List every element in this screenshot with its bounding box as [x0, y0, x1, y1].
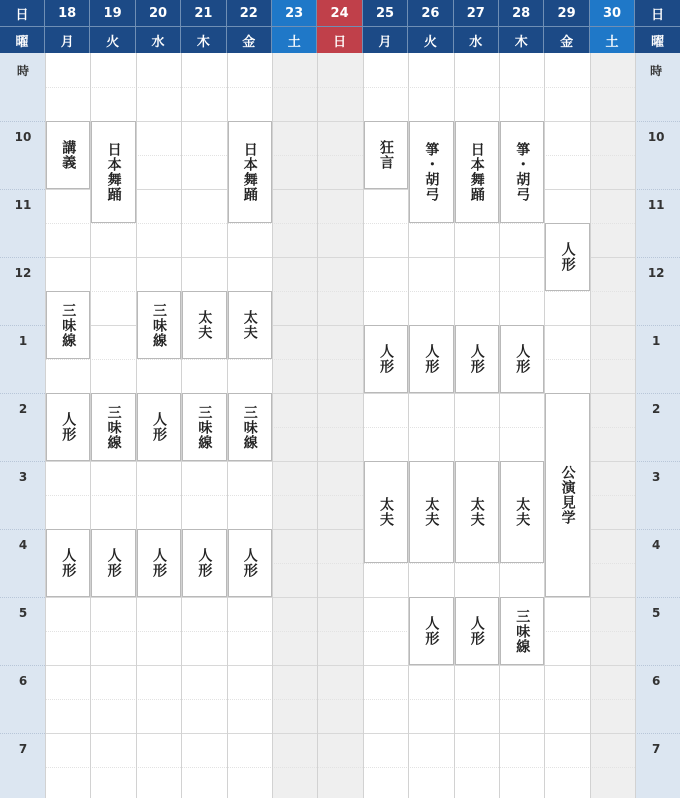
hour-label-right: 10: [647, 130, 665, 144]
side-hour-line: [635, 597, 680, 598]
hour-label-left: 5: [18, 606, 28, 620]
event-label: 人形: [423, 344, 440, 374]
half-hour-gridline: [45, 699, 635, 700]
event-label: 太夫: [196, 310, 213, 340]
header-right-day: 日: [635, 0, 680, 26]
hour-label-right: 5: [652, 606, 661, 620]
event-label: 人形: [150, 548, 167, 578]
side-hour-line: [635, 393, 680, 394]
schedule-event: [228, 393, 272, 461]
event-label: 日本舞踊: [468, 142, 485, 202]
event-label: 人形: [60, 412, 77, 442]
hour-label-left: 3: [18, 470, 28, 484]
schedule-event: [182, 291, 226, 359]
weekend-column-shade: [317, 53, 362, 798]
event-label: 人形: [514, 344, 531, 374]
hour-label-right: 6: [652, 674, 661, 688]
header-weekday-21: 木: [181, 26, 226, 53]
schedule-event: [364, 461, 408, 563]
event-label: 三味線: [514, 608, 531, 654]
hour-label-left: 2: [18, 402, 28, 416]
event-label: 三味線: [150, 302, 167, 348]
header-date-27: 27: [454, 0, 499, 26]
header-weekday-30: 土: [590, 26, 635, 53]
day-divider: [635, 53, 636, 798]
hour-label-right: 2: [652, 402, 661, 416]
header-weekday-28: 木: [499, 26, 544, 53]
event-label: 三味線: [196, 404, 213, 450]
hour-gridline: [45, 733, 635, 734]
schedule-event: [46, 121, 90, 189]
event-label: 人形: [105, 548, 122, 578]
day-divider: [272, 53, 273, 798]
hour-label-right: 時: [650, 64, 663, 78]
schedule-event: [500, 121, 544, 223]
side-hour-line: [635, 189, 680, 190]
schedule-event: [91, 121, 135, 223]
event-label: 人形: [423, 616, 440, 646]
header-weekday-29: 金: [544, 26, 589, 53]
schedule-event: [455, 461, 499, 563]
event-label: 日本舞踊: [241, 142, 258, 202]
schedule-event: [91, 393, 135, 461]
header-weekday-26: 火: [408, 26, 453, 53]
side-hour-line: [0, 121, 45, 122]
side-hour-line: [0, 665, 45, 666]
schedule-event: [182, 393, 226, 461]
header-date-29: 29: [544, 0, 589, 26]
header-date-20: 20: [136, 0, 181, 26]
side-hour-line: [0, 189, 45, 190]
schedule-event: [455, 325, 499, 393]
header-date-28: 28: [499, 0, 544, 26]
schedule-event: [182, 529, 226, 597]
side-hour-line: [635, 665, 680, 666]
schedule-event: [91, 529, 135, 597]
side-hour-line: [635, 461, 680, 462]
hour-gridline: [45, 597, 635, 598]
header-weekday-20: 水: [136, 26, 181, 53]
event-label: 箏・胡弓: [514, 142, 531, 202]
event-label: 人形: [559, 242, 576, 272]
weekend-column-shade: [590, 53, 635, 798]
event-label: 太夫: [468, 497, 485, 527]
side-hour-line: [0, 529, 45, 530]
hour-label-right: 11: [647, 198, 665, 212]
hour-label-left: 11: [14, 198, 32, 212]
event-label: 三味線: [60, 302, 77, 348]
schedule-event: [455, 597, 499, 665]
event-label: 狂言: [377, 140, 394, 170]
side-hour-line: [635, 529, 680, 530]
schedule-event: [46, 291, 90, 359]
side-hour-line: [0, 733, 45, 734]
header-date-30: 30: [590, 0, 635, 26]
half-hour-gridline: [45, 87, 635, 88]
event-label: 人形: [468, 344, 485, 374]
schedule-event: [137, 291, 181, 359]
side-hour-line: [635, 257, 680, 258]
hour-label-right: 3: [652, 470, 661, 484]
schedule-event: [228, 529, 272, 597]
day-divider: [590, 53, 591, 798]
half-hour-gridline: [45, 631, 635, 632]
hour-label-left: 12: [14, 266, 32, 280]
header-weekday-24: 日: [317, 26, 362, 53]
schedule-event: [500, 461, 544, 563]
event-label: 箏・胡弓: [423, 142, 440, 202]
event-label: 人形: [196, 548, 213, 578]
event-label: 人形: [377, 344, 394, 374]
side-hour-line: [0, 257, 45, 258]
header-date-24: 24: [317, 0, 362, 26]
day-divider: [317, 53, 318, 798]
header-date-26: 26: [408, 0, 453, 26]
header-weekday-27: 水: [454, 26, 499, 53]
hour-gridline: [45, 325, 635, 326]
event-label: 人形: [150, 412, 167, 442]
hour-label-left: 時: [16, 64, 29, 78]
hour-label-left: 7: [18, 742, 28, 756]
schedule-event: [46, 529, 90, 597]
event-label: 日本舞踊: [105, 142, 122, 202]
side-hour-line: [0, 325, 45, 326]
event-label: 太夫: [514, 497, 531, 527]
schedule-event: [364, 325, 408, 393]
hour-label-left: 10: [14, 130, 32, 144]
schedule-event: [500, 597, 544, 665]
schedule-event: [228, 121, 272, 223]
header-weekday-23: 土: [272, 26, 317, 53]
header-right-weekday: 曜: [635, 26, 680, 53]
schedule-event: [137, 529, 181, 597]
side-hour-line: [0, 597, 45, 598]
hour-label-right: 12: [647, 266, 665, 280]
header-date-18: 18: [45, 0, 90, 26]
half-hour-gridline: [45, 291, 635, 292]
event-label: 公演見学: [559, 465, 576, 525]
schedule-event: [545, 393, 589, 597]
side-hour-line: [0, 461, 45, 462]
header-date-21: 21: [181, 0, 226, 26]
side-hour-line: [635, 121, 680, 122]
hour-label-left: 4: [18, 538, 28, 552]
hour-gridline: [45, 665, 635, 666]
schedule-event: [409, 121, 453, 223]
hour-label-left: 6: [18, 674, 28, 688]
header-date-19: 19: [90, 0, 135, 26]
header-weekday-19: 火: [90, 26, 135, 53]
side-hour-line: [0, 393, 45, 394]
event-label: 講義: [60, 140, 77, 170]
schedule-event: [46, 393, 90, 461]
header-date-23: 23: [272, 0, 317, 26]
half-hour-gridline: [45, 767, 635, 768]
side-hour-line: [635, 325, 680, 326]
schedule-event: [409, 597, 453, 665]
schedule-event: [364, 121, 408, 189]
schedule-event: [137, 393, 181, 461]
event-label: 人形: [60, 548, 77, 578]
half-hour-gridline: [45, 359, 635, 360]
schedule-event: [545, 223, 589, 291]
schedule-event: [500, 325, 544, 393]
schedule-event: [409, 461, 453, 563]
header-date-25: 25: [363, 0, 408, 26]
event-label: 三味線: [105, 404, 122, 450]
header-left-day: 日: [0, 0, 45, 26]
hour-label-right: 7: [652, 742, 661, 756]
hour-label-right: 1: [652, 334, 661, 348]
header-date-22: 22: [227, 0, 272, 26]
event-label: 人形: [241, 548, 258, 578]
header-weekday-22: 金: [227, 26, 272, 53]
weekend-column-shade: [272, 53, 317, 798]
hour-label-right: 4: [652, 538, 661, 552]
event-label: 太夫: [241, 310, 258, 340]
schedule-event: [409, 325, 453, 393]
header-weekday-18: 月: [45, 26, 90, 53]
event-label: 太夫: [377, 497, 394, 527]
schedule-event: [455, 121, 499, 223]
header-weekday-25: 月: [363, 26, 408, 53]
event-label: 人形: [468, 616, 485, 646]
schedule-event: [228, 291, 272, 359]
event-label: 太夫: [423, 497, 440, 527]
hour-label-left: 1: [18, 334, 28, 348]
header-left-weekday: 曜: [0, 26, 45, 53]
event-label: 三味線: [241, 404, 258, 450]
side-hour-line: [635, 733, 680, 734]
